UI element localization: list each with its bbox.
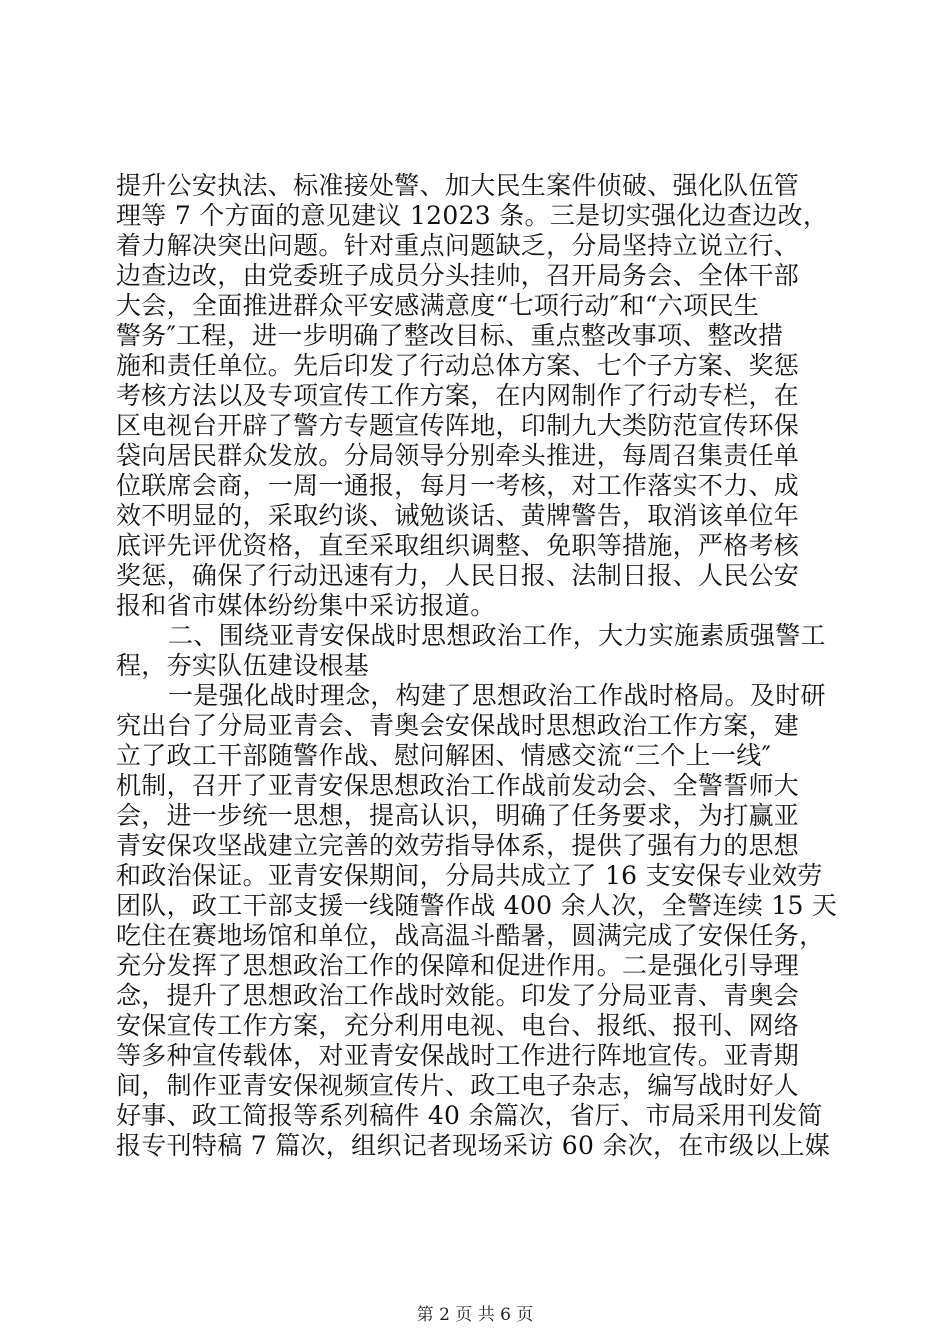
text-line: 提升公安执法、标准接处警、加大民生案件侦破、强化队伍管	[116, 171, 800, 200]
text-line: 安保宣传工作方案，充分利用电视、电台、报纸、报刊、网络	[116, 1011, 800, 1040]
text-line: 青安保攻坚战建立完善的效劳指导体系，提供了强有力的思想	[116, 831, 800, 860]
text-line: 会，进一步统一思想，提高认识，明确了任务要求，为打赢亚	[116, 801, 800, 830]
text-line: 底评先评优资格，直至采取组织调整、免职等措施，严格考核	[116, 531, 800, 560]
text-line: 边查边改，由党委班子成员分头挂帅，召开局务会、全体干部	[116, 261, 800, 290]
text-line: 间，制作亚青安保视频宣传片、政工电子杂志，编写战时好人	[116, 1071, 800, 1100]
text-line: 着力解决突出问题。针对重点问题缺乏，分局坚持立说立行、	[116, 231, 800, 260]
text-line: 效不明显的，采取约谈、诫勉谈话、黄牌警告，取消该单位年	[116, 501, 800, 530]
text-line: 吃住在赛地场馆和单位，战高温斗酷暑，圆满完成了安保任务，	[116, 921, 825, 950]
text-line: 袋向居民群众发放。分局领导分别牵头推进，每周召集责任单	[116, 441, 800, 470]
page-number-footer: 第 2 页 共 6 页	[416, 1305, 534, 1325]
text-line: 区电视台开辟了警方专题宣传阵地，印制九大类防范宣传环保	[116, 411, 800, 440]
text-line: 警务″工程，进一步明确了整改目标、重点整改事项、整改措	[116, 321, 784, 350]
text-line: 团队，政工干部支援一线随警作战 400 余人次，全警连续 15 天	[116, 891, 838, 920]
text-line: 奖惩，确保了行动迅速有力，人民日报、法制日报、人民公安	[116, 561, 800, 590]
text-line: 机制，召开了亚青安保思想政治工作战前发动会、全警誓师大	[116, 771, 800, 800]
text-line: 立了政工干部随警作战、慰问解困、情感交流“三个上一线″	[116, 741, 772, 770]
text-line: 和政治保证。亚青安保期间，分局共成立了 16 支安保专业效劳	[116, 861, 823, 890]
document-body	[116, 171, 836, 1161]
text-line: 位联席会商，一周一通报，每月一考核，对工作落实不力、成	[116, 471, 800, 500]
text-line: 理等 7 个方面的意见建议 12023 条。三是切实强化边查边改，	[116, 201, 829, 230]
text-line: 究出台了分局亚青会、青奥会安保战时思想政治工作方案，建	[116, 711, 800, 740]
text-line: 好事、政工简报等系列稿件 40 余篇次，省厅、市局采用刊发简	[116, 1101, 823, 1130]
text-line: 考核方法以及专项宣传工作方案，在内网制作了行动专栏，在	[116, 381, 800, 410]
text-line: 念，提升了思想政治工作战时效能。印发了分局亚青、青奥会	[116, 981, 800, 1010]
text-line: 等多种宣传载体，对亚青安保战时工作进行阵地宣传。亚青期	[116, 1041, 800, 1070]
text-line: 大会，全面推进群众平安感满意度“七项行动″和“六项民生	[116, 291, 760, 320]
text-line: 施和责任单位。先后印发了行动总体方案、七个子方案、奖惩	[116, 351, 800, 380]
section-heading-line: 程，夯实队伍建设根基	[116, 651, 370, 680]
section-heading-line: 二、围绕亚青安保战时思想政治工作，大力实施素质强警工	[168, 621, 826, 650]
text-line: 充分发挥了思想政治工作的保障和促进作用。二是强化引导理	[116, 951, 800, 980]
text-line: 报和省市媒体纷纷集中采访报道。	[116, 591, 496, 620]
text-line: 一是强化战时理念，构建了思想政治工作战时格局。及时研	[168, 681, 826, 710]
text-line: 报专刊特稿 7 篇次，组织记者现场采访 60 余次，在市级以上媒	[116, 1131, 831, 1160]
